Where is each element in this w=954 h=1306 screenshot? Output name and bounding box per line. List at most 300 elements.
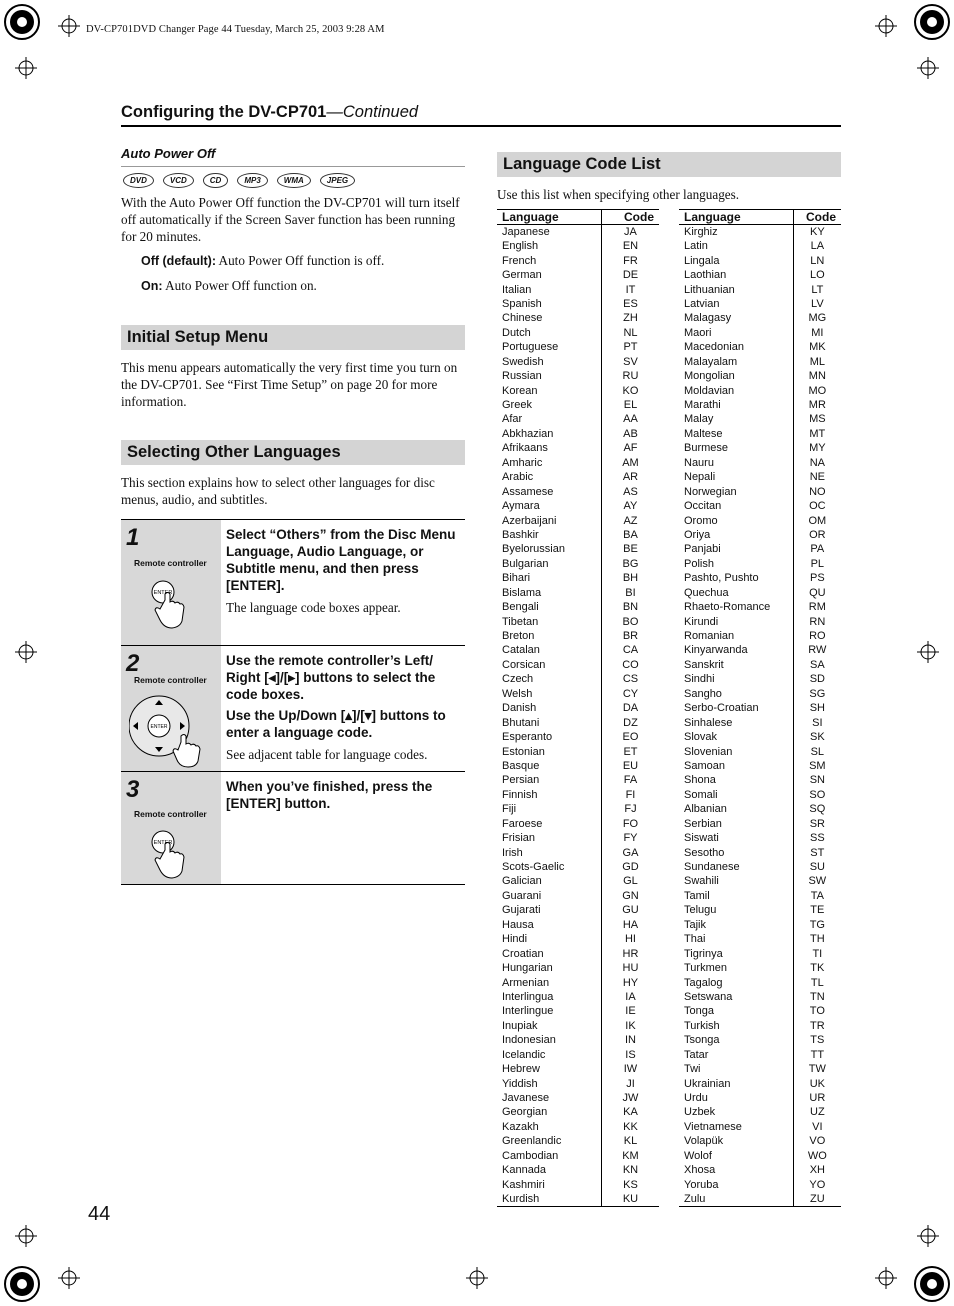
table-row	[679, 383, 841, 397]
language-name: Kazakh	[502, 1120, 539, 1133]
language-code: RN	[793, 614, 841, 628]
language-name: Siswati	[684, 832, 719, 845]
table-row	[497, 1163, 659, 1177]
language-name: Tamil	[684, 889, 710, 902]
language-code: TO	[793, 1004, 841, 1018]
language-code: TR	[793, 1019, 841, 1033]
language-name: Gujarati	[502, 904, 541, 917]
language-code: TW	[793, 1062, 841, 1076]
language-code: KM	[601, 1149, 659, 1163]
language-code: HI	[601, 932, 659, 946]
table-row	[679, 1033, 841, 1047]
language-name: Esperanto	[502, 731, 553, 744]
language-name: Nepali	[684, 471, 716, 484]
language-name: Japanese	[502, 226, 550, 238]
header-continued: —Continued	[326, 103, 419, 121]
table-row	[679, 1091, 841, 1105]
language-code: KU	[601, 1192, 659, 1207]
step-number: 1	[126, 524, 140, 551]
language-code: KO	[601, 383, 659, 397]
language-name: Azerbaijani	[502, 514, 557, 527]
language-name: Tajik	[684, 918, 707, 931]
language-code: NL	[601, 326, 659, 340]
language-name: Afar	[502, 413, 523, 426]
page-number: 44	[88, 1203, 111, 1225]
language-code: GL	[601, 874, 659, 888]
language-name: Sundanese	[684, 861, 740, 874]
language-code: SS	[793, 831, 841, 845]
language-name: Tsonga	[684, 1034, 720, 1047]
language-code: IT	[601, 282, 659, 296]
table-row	[679, 340, 841, 354]
language-name: Ukrainian	[684, 1077, 731, 1090]
language-code: IS	[601, 1048, 659, 1062]
table-row	[679, 715, 841, 729]
svg-text:ENTER: ENTER	[150, 724, 168, 730]
language-name: Pashto, Pushto	[684, 572, 759, 585]
table-row	[497, 1120, 659, 1134]
language-code: EL	[601, 398, 659, 412]
language-name: Estonian	[502, 745, 545, 758]
language-code: AS	[601, 484, 659, 498]
language-code: EO	[601, 730, 659, 744]
table-row	[497, 817, 659, 831]
language-name: Sesotho	[684, 846, 725, 859]
remote-label: Remote controller	[134, 675, 207, 685]
language-name: Oriya	[684, 528, 711, 541]
table-row	[679, 1163, 841, 1177]
language-name: Persian	[502, 774, 540, 787]
step-number: 3	[126, 776, 140, 803]
language-name: Javanese	[502, 1092, 550, 1105]
step-note: See adjacent table for language codes.	[226, 747, 428, 762]
language-name: Norwegian	[684, 485, 737, 498]
language-code: VO	[793, 1134, 841, 1148]
language-name: Hausa	[502, 918, 534, 931]
language-code: ET	[601, 744, 659, 758]
language-code: AZ	[601, 513, 659, 527]
language-name: Tigrinya	[684, 947, 723, 960]
language-code: MN	[793, 369, 841, 383]
language-name: Galician	[502, 875, 542, 888]
table-row	[497, 788, 659, 802]
language-name: Greenlandic	[502, 1135, 562, 1148]
language-code: MT	[793, 427, 841, 441]
language-code: FJ	[601, 802, 659, 816]
table-row	[679, 484, 841, 498]
language-code: ZU	[793, 1192, 841, 1207]
language-name: Kirghiz	[684, 226, 718, 238]
registration-mark-icon	[2, 1264, 42, 1304]
language-name: Xhosa	[684, 1164, 716, 1177]
step-graphic	[121, 772, 221, 884]
language-code: ML	[793, 355, 841, 369]
table-row	[497, 975, 659, 989]
table-row	[679, 542, 841, 556]
vcd-disc-icon: VCD	[163, 173, 194, 188]
language-code: TT	[793, 1048, 841, 1062]
remote-label: Remote controller	[134, 809, 207, 819]
language-code: TG	[793, 918, 841, 932]
language-code: HY	[601, 975, 659, 989]
table-row	[679, 817, 841, 831]
table-row	[497, 961, 659, 975]
language-code: MS	[793, 412, 841, 426]
language-code: ZH	[601, 311, 659, 325]
table-row	[497, 355, 659, 369]
language-table-right	[679, 209, 841, 1207]
step-instruction: When you’ve finished, press the [ENTER] button.	[226, 779, 433, 811]
table-row	[497, 557, 659, 571]
language-code: UZ	[793, 1105, 841, 1119]
svg-text:ENTER: ENTER	[153, 590, 173, 596]
table-row	[679, 369, 841, 383]
table-row	[497, 369, 659, 383]
table-row	[497, 282, 659, 296]
language-code: BA	[601, 528, 659, 542]
table-row	[497, 1004, 659, 1018]
table-row	[497, 672, 659, 686]
language-name: Hungarian	[502, 962, 553, 975]
language-code: TH	[793, 932, 841, 946]
language-name: Macedonian	[684, 341, 744, 354]
language-name: Latvian	[684, 297, 720, 310]
language-code: IN	[601, 1033, 659, 1047]
language-name: Arabic	[502, 471, 534, 484]
language-name: Greek	[502, 399, 532, 412]
language-name: Sinhalese	[684, 716, 733, 729]
language-code: SN	[793, 773, 841, 787]
language-name: Indonesian	[502, 1034, 556, 1047]
language-name: Sangho	[684, 687, 722, 700]
language-name: Uzbek	[684, 1106, 716, 1119]
language-code: RO	[793, 629, 841, 643]
table-row	[679, 1192, 841, 1207]
language-code: EU	[601, 759, 659, 773]
language-name: Assamese	[502, 485, 554, 498]
language-name: Burmese	[684, 442, 729, 455]
language-code: JI	[601, 1076, 659, 1090]
table-row	[497, 1048, 659, 1062]
language-code: AM	[601, 456, 659, 470]
language-code: QU	[793, 586, 841, 600]
language-name: Kurdish	[497, 1192, 601, 1207]
language-code: KK	[601, 1120, 659, 1134]
table-row	[497, 614, 659, 628]
language-name: Irish	[502, 846, 523, 859]
language-code: SU	[793, 860, 841, 874]
crosshair-icon	[58, 15, 80, 37]
language-code: SH	[793, 701, 841, 715]
table-row	[497, 586, 659, 600]
language-code: MG	[793, 311, 841, 325]
language-name: Turkmen	[684, 962, 727, 975]
table-row	[679, 744, 841, 758]
language-name: Tatar	[684, 1048, 709, 1061]
language-name: Korean	[502, 384, 538, 397]
language-code: SW	[793, 874, 841, 888]
table-row	[497, 629, 659, 643]
language-name: Tagalog	[684, 976, 723, 989]
option-on: On: Auto Power Off function on.	[141, 278, 317, 293]
table-row	[497, 513, 659, 527]
table-row	[679, 701, 841, 715]
language-name: Finnish	[502, 788, 538, 801]
table-row	[497, 1019, 659, 1033]
remote-label: Remote controller	[134, 558, 207, 568]
table-row	[497, 759, 659, 773]
step-body	[221, 646, 465, 771]
language-code: FY	[601, 831, 659, 845]
table-row	[679, 658, 841, 672]
language-code: TE	[793, 903, 841, 917]
table-row	[497, 744, 659, 758]
language-code: CS	[601, 672, 659, 686]
table-row	[497, 860, 659, 874]
language-code: SO	[793, 788, 841, 802]
table-row	[679, 311, 841, 325]
table-row	[497, 1149, 659, 1163]
table-row	[497, 1177, 659, 1191]
arrow-pad-hand-icon	[129, 694, 215, 768]
table-row	[679, 499, 841, 513]
language-code: WO	[793, 1149, 841, 1163]
language-code: UK	[793, 1076, 841, 1090]
language-code: BN	[601, 600, 659, 614]
language-code: SG	[793, 687, 841, 701]
language-name: Turkish	[684, 1019, 720, 1032]
table-row	[679, 614, 841, 628]
table-row	[497, 1091, 659, 1105]
crosshair-icon	[15, 1225, 37, 1247]
language-name: Cambodian	[502, 1149, 559, 1162]
step-instruction: Use the remote controller’s Left/ Right [◂]/[▸] buttons to select the code boxes.	[226, 653, 436, 702]
language-code: SV	[601, 355, 659, 369]
table-row	[679, 932, 841, 946]
table-row	[497, 658, 659, 672]
table-row	[497, 441, 659, 455]
language-code: NO	[793, 484, 841, 498]
language-code: IW	[601, 1062, 659, 1076]
language-code: ST	[793, 845, 841, 859]
language-name: Albanian	[684, 803, 727, 816]
language-name: Wolof	[684, 1149, 712, 1162]
table-row	[497, 1062, 659, 1076]
step-number: 2	[126, 650, 140, 677]
language-name: Fiji	[502, 803, 517, 816]
page-header	[121, 103, 841, 127]
language-code: PS	[793, 571, 841, 585]
language-code: GD	[601, 860, 659, 874]
table-row	[679, 412, 841, 426]
column-header-language: Language	[679, 210, 793, 225]
language-code: KA	[601, 1105, 659, 1119]
table-row	[679, 629, 841, 643]
table-row	[679, 1048, 841, 1062]
header-title: Configuring the DV-CP701	[121, 103, 327, 121]
language-name: Inupiak	[502, 1019, 538, 1032]
cd-disc-icon: CD	[203, 173, 229, 188]
table-row	[679, 845, 841, 859]
language-code: FA	[601, 773, 659, 787]
table-row	[679, 860, 841, 874]
table-row	[497, 643, 659, 657]
table-row	[497, 456, 659, 470]
language-name: Afrikaans	[502, 442, 548, 455]
table-row	[497, 687, 659, 701]
language-name: Marathi	[684, 399, 721, 412]
language-name: Malayalam	[684, 355, 738, 368]
language-name: Kashmiri	[502, 1178, 545, 1191]
language-name: Amharic	[502, 456, 543, 469]
table-row	[679, 730, 841, 744]
language-name: Urdu	[684, 1092, 708, 1105]
language-code: IE	[601, 1004, 659, 1018]
crosshair-icon	[917, 641, 939, 663]
language-code: PA	[793, 542, 841, 556]
language-name: Danish	[502, 702, 537, 715]
language-code: MY	[793, 441, 841, 455]
language-name: Tibetan	[502, 615, 539, 628]
table-row	[497, 1134, 659, 1148]
language-name: Latin	[684, 240, 708, 253]
language-code: GN	[601, 889, 659, 903]
table-row	[497, 845, 659, 859]
auto-power-text: With the Auto Power Off function the DV-CP701 will turn itself off automatically if the Screen Saver function has been running for 20 minutes.	[121, 195, 460, 244]
initial-setup-heading: Initial Setup Menu	[121, 325, 465, 350]
language-name: Sindhi	[684, 673, 715, 686]
language-code: TS	[793, 1033, 841, 1047]
dvd-disc-icon: DVD	[123, 173, 154, 188]
language-code: GA	[601, 845, 659, 859]
table-row	[497, 701, 659, 715]
step-body	[221, 520, 465, 645]
language-name: Georgian	[502, 1106, 548, 1119]
language-code: RW	[793, 643, 841, 657]
language-name: Bengali	[502, 601, 539, 614]
mp3-disc-icon: MP3	[237, 173, 267, 188]
language-code: SD	[793, 672, 841, 686]
language-code: YO	[793, 1177, 841, 1191]
table-row	[497, 340, 659, 354]
enter-button-hand-icon	[149, 828, 193, 880]
wma-disc-icon: WMA	[277, 173, 311, 188]
language-name: Bulgarian	[502, 557, 549, 570]
left-column	[121, 146, 465, 885]
language-name: Portuguese	[502, 341, 559, 354]
language-code: HR	[601, 946, 659, 960]
language-name: Romanian	[684, 630, 735, 643]
language-name: Kirundi	[684, 615, 719, 628]
language-name: Corsican	[502, 658, 546, 671]
language-code: LN	[793, 253, 841, 267]
language-name: Samoan	[684, 759, 725, 772]
language-name: Swedish	[502, 355, 544, 368]
registration-mark-icon	[2, 2, 42, 42]
crosshair-icon	[58, 1267, 80, 1289]
table-row	[679, 831, 841, 845]
svg-text:ENTER: ENTER	[153, 840, 173, 846]
language-code: CY	[601, 687, 659, 701]
language-code: TI	[793, 946, 841, 960]
print-slug: DV-CP701DVD Changer Page 44 Tuesday, March 25, 2003 9:28 AM	[86, 24, 385, 35]
initial-setup-text: This menu appears automatically the very first time you turn on the DV-CP701. See “First Time Setup” on page 20 for more information.	[121, 360, 458, 409]
table-row	[679, 903, 841, 917]
language-name: Kinyarwanda	[684, 644, 748, 657]
language-code: DA	[601, 701, 659, 715]
column-header-code: Code	[793, 210, 841, 225]
language-code: SM	[793, 759, 841, 773]
language-name: Catalan	[502, 644, 540, 657]
language-code: OC	[793, 499, 841, 513]
language-code: IK	[601, 1019, 659, 1033]
language-name: Maltese	[684, 427, 723, 440]
table-row	[679, 1019, 841, 1033]
table-row	[497, 903, 659, 917]
language-name: Kannada	[502, 1164, 547, 1177]
table-row	[679, 1076, 841, 1090]
disc-type-icons	[123, 173, 465, 188]
language-name: Bashkir	[502, 528, 539, 541]
auto-power-heading: Auto Power Off	[121, 146, 465, 167]
crosshair-icon	[15, 641, 37, 663]
language-code: FI	[601, 788, 659, 802]
language-name: Slovak	[684, 731, 718, 744]
language-code: CA	[601, 643, 659, 657]
language-name: Armenian	[502, 976, 550, 989]
crosshair-icon	[466, 1267, 488, 1289]
registration-mark-icon	[912, 1264, 952, 1304]
table-row	[679, 1120, 841, 1134]
language-code: MO	[793, 383, 841, 397]
language-code: BE	[601, 542, 659, 556]
table-row	[679, 788, 841, 802]
language-code: RM	[793, 600, 841, 614]
table-row	[679, 990, 841, 1004]
steps-list	[121, 519, 465, 885]
language-name: Aymara	[502, 500, 540, 513]
table-row	[679, 571, 841, 585]
language-code: TA	[793, 889, 841, 903]
table-row	[497, 1033, 659, 1047]
language-name: Breton	[502, 630, 535, 643]
language-code: HA	[601, 918, 659, 932]
language-name: Panjabi	[684, 543, 721, 556]
crosshair-icon	[875, 15, 897, 37]
language-name: Bihari	[502, 572, 531, 585]
language-name: Laothian	[684, 269, 727, 282]
table-row	[497, 802, 659, 816]
language-code: LO	[793, 268, 841, 282]
table-row	[679, 297, 841, 311]
language-code: KN	[601, 1163, 659, 1177]
language-code: LT	[793, 282, 841, 296]
language-code: AR	[601, 470, 659, 484]
language-code: LV	[793, 297, 841, 311]
language-code: MI	[793, 326, 841, 340]
language-name: Spanish	[502, 297, 542, 310]
language-name: Yiddish	[502, 1077, 538, 1090]
language-code: TL	[793, 975, 841, 989]
language-code: JA	[601, 225, 659, 240]
table-row	[679, 918, 841, 932]
table-row	[679, 687, 841, 701]
language-code: KL	[601, 1134, 659, 1148]
table-row	[497, 889, 659, 903]
language-code: SK	[793, 730, 841, 744]
table-row	[679, 268, 841, 282]
language-name: Basque	[502, 759, 540, 772]
